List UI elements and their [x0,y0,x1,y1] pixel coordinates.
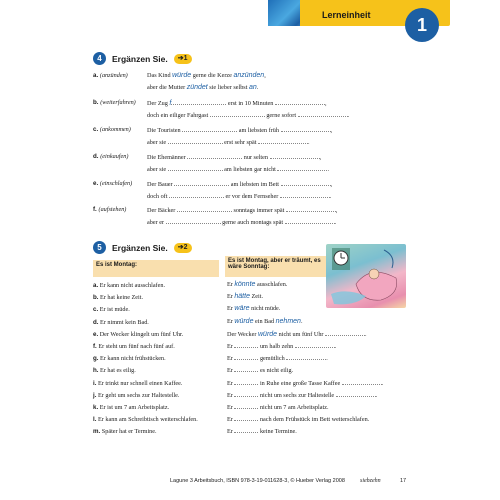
sentence-text: sie lieber selbst [209,84,248,91]
sentence-text: Er [227,317,233,325]
sentence-text: . [334,219,337,226]
item-letter: b. [93,294,99,302]
sentence-text: nach dem Frühstück im Bett weiterschlafen. [259,416,370,424]
sentence-text: Die Ehemänner [147,154,186,161]
sentence-text: Er ist müde. [99,306,130,314]
handwritten-answer: f [169,100,172,107]
sentence-text: nur selten [243,154,268,161]
sentence-text: ausschlafen. [256,281,288,288]
sentence-text: Er geht um sechs zur Haltestelle. [98,391,180,399]
answer-blank[interactable] [234,366,258,372]
answer-blank[interactable] [187,153,242,159]
answer-blank[interactable] [286,354,328,363]
sentence-text: aber sie [147,139,167,146]
section-4-title: Ergänzen Sie. [112,53,168,64]
verb-hint: (aufstehen) [98,206,127,213]
sentence-text: . [300,317,303,325]
handwritten-answer: würde [234,317,254,325]
item-letter: m. [93,428,101,436]
sentence-text: erst sehr spät [224,139,257,146]
exercise-4-key [93,206,126,213]
answer-blank[interactable] [336,391,376,397]
sentence-text: , [264,72,266,79]
sentence-text: Er [227,293,233,301]
sentence-text: . [347,112,350,119]
exercise-4-line-2 [147,138,310,146]
sentence-text: gerne sofort [266,112,297,119]
exercise-4-key [93,126,131,133]
verb-hint: (anzünden) [99,72,128,79]
right-column-header [225,256,327,277]
exercise-4-key [93,180,132,187]
present-sentence [93,331,183,338]
item-letter: f. [93,343,97,350]
sentence-text: Er [227,355,233,363]
present-sentence [93,306,130,313]
answer-blank[interactable] [234,427,258,433]
present-sentence [93,380,182,387]
exercise-4-line-2 [147,165,329,173]
sentence-text: am liebsten gar nicht [224,166,276,173]
item-letter: a. [93,72,99,79]
sentence-text: nicht müde. [251,305,281,313]
sentence-text: Der Wecker klingelt um fünf Uhr. [99,330,184,338]
item-letter: i. [93,379,97,387]
section-4-number: 4 [93,52,106,65]
answer-blank[interactable] [295,342,335,348]
sentence-text: Er kann am Schreibtisch weiterschlafen. [98,416,198,424]
item-letter: h. [93,367,99,375]
right-column-header-text: Es ist Montag, aber er träumt, es wäre Sonntag: [228,258,321,270]
answer-blank[interactable] [174,180,229,186]
answer-blank[interactable] [177,206,232,212]
exercise-4-key [93,99,136,106]
answer-blank[interactable] [169,192,224,198]
answer-blank[interactable] [234,379,258,385]
item-letter: c. [93,306,99,314]
present-sentence [93,392,179,399]
verb-hint: (einschlafen) [99,180,133,187]
unit-title: Lerneinheit [322,10,371,20]
sentence-text: . [326,355,328,363]
sentence-text: Die Touristen [147,127,181,134]
exercise-4-line-2 [147,111,349,119]
exercise-4-line-2 [147,192,331,200]
answer-blank[interactable] [168,165,223,171]
sentence-text: Er [227,367,233,375]
item-letter: c. [93,126,99,133]
sentence-text: Er [227,281,233,288]
sentence-text: Der Bäcker [147,207,176,214]
page-number: 17 [400,478,407,484]
present-sentence [93,282,165,289]
dream-sentence [227,318,302,325]
sentence-text: Er steht um fünf nach fünf auf. [98,343,175,350]
answer-blank[interactable] [342,379,382,385]
answer-blank[interactable] [234,391,258,397]
exercise-4-key [93,153,128,160]
dream-sentence [227,403,329,411]
answer-blank[interactable] [277,165,327,171]
dream-sentence [227,305,280,312]
sentence-text: um halb zehn [259,343,294,350]
answer-blank[interactable] [325,330,365,336]
item-letter: l. [93,416,97,424]
section-5-title: Ergänzen Sie. [112,242,168,253]
sentence-text: aber die Mutter [147,84,186,91]
item-letter: g. [93,355,99,363]
verb-hint: (weiterfahren) [100,99,136,106]
dream-sentence [227,415,369,423]
section-5-reference: ➔2 [174,243,192,253]
exercise-4-line-1 [147,206,337,214]
answer-blank[interactable] [275,99,325,105]
sentence-text: Er trinkt nur schnell einen Kaffee. [98,379,183,387]
exercise-4-line-1 [147,153,321,161]
answer-blank[interactable] [281,126,331,132]
sentence-text: nicht um sechs zur Haltestelle [259,391,335,399]
sentence-text: Er [227,391,233,399]
answer-blank[interactable] [234,354,258,360]
handwritten-answer: könnte [234,281,256,288]
exercise-4-key [93,72,128,79]
answer-blank[interactable] [234,342,258,348]
sentence-text: . [375,391,378,399]
sentence-text: erst in 10 Minuten [227,100,274,107]
sentence-text: , [335,207,338,214]
dream-sentence [227,281,287,288]
sentence-text: Er kann nicht frühstücken. [100,355,166,363]
sentence-text: . [256,84,259,91]
item-letter: j. [93,391,97,399]
sentence-text: Er [227,416,233,424]
sentence-text: Das Kind [147,72,171,79]
item-letter: a. [93,282,99,289]
answer-blank[interactable] [280,192,330,198]
answer-blank[interactable] [258,138,308,144]
sentence-text: keine Termine. [259,428,297,436]
page-word: siebzehn [360,478,381,484]
sentence-text: . [334,343,337,350]
answer-blank[interactable] [210,111,265,117]
handwritten-answer: würde [172,72,192,79]
sentence-text: Er [227,379,233,387]
sentence-text: doch ein eiliger Fahrgast [147,112,209,119]
exercise-4-line-1 [147,126,332,134]
answer-blank[interactable] [234,415,258,421]
exercise-4-line-2 [147,84,258,91]
section-5-heading [93,241,192,254]
dream-sentence [227,379,383,387]
handwritten-answer: hätte [234,293,250,301]
handwritten-answer: wäre [234,305,250,313]
sentence-text: aber sie [147,166,167,173]
item-letter: f. [93,206,97,213]
verb-hint: (ankommen) [99,126,131,133]
sentence-text: Der Wecker [227,330,257,338]
item-letter: k. [93,404,99,411]
present-sentence [93,428,157,435]
sentence-text: Später hat er Termine. [101,428,157,436]
sentence-text: Zeit. [251,293,264,301]
answer-blank[interactable] [171,99,226,105]
unit-number-badge: 1 [405,8,439,42]
handwritten-answer: anzünden [233,72,265,79]
sentence-text: nicht um 7 am Arbeitsplatz. [259,404,329,411]
sentence-text: Er [227,305,233,313]
answer-blank[interactable] [182,126,237,132]
dream-sentence [227,354,328,362]
dreaming-man-illustration [326,244,406,308]
sentence-text: er vor dem Fernseher [225,193,279,200]
answer-blank[interactable] [285,218,335,224]
sentence-text: , [324,100,327,107]
sentence-text: sonntags immer spät [233,207,285,214]
handwritten-answer: nehmen [275,317,301,325]
item-letter: d. [93,153,99,160]
handwritten-answer: an [248,84,257,91]
item-letter: b. [93,99,99,106]
answer-blank[interactable] [298,111,348,117]
sentence-text: Er [227,343,233,350]
present-sentence [93,404,169,411]
present-sentence [93,355,166,362]
footer-citation: Lagune 3 Arbeitsbuch, ISBN 978-3-19-011628-3, © Hueber Verlag 2008 [170,478,345,484]
sentence-text: Er [227,428,233,436]
left-column-header [93,260,219,277]
answer-blank[interactable] [270,153,320,159]
sentence-text: , [330,127,333,134]
item-letter: e. [93,330,99,338]
sentence-text: es nicht eilig. [259,367,294,375]
sentence-text: gerne die Kerze [192,72,232,79]
sentence-text: Er ist um 7 am Arbeitsplatz. [99,404,170,411]
dream-sentence [227,342,336,350]
dream-sentence [227,330,367,338]
section-4-reference: ➔1 [174,54,192,64]
item-letter: e. [93,180,99,187]
sentence-text: nicht um fünf Uhr [278,330,324,338]
sentence-text: . [308,139,310,146]
present-sentence [93,367,136,374]
sentence-text: Er hat keine Zeit. [100,294,143,302]
answer-blank[interactable] [168,138,223,144]
answer-blank[interactable] [281,180,331,186]
present-sentence [93,294,143,301]
exercise-4-line-2 [147,218,336,226]
handwritten-answer: zündet [186,84,208,91]
dream-sentence [227,427,297,435]
sentence-text: . [381,379,384,387]
sentence-text: aber er [147,219,165,226]
sentence-text: . [327,166,329,173]
sentence-text: Der Zug [147,100,168,107]
sentence-text: doch oft [147,193,168,200]
verb-hint: (einkaufen) [100,153,129,160]
item-letter: d. [93,318,99,326]
sentence-text: in Ruhe eine große Tasse Kaffee [259,379,341,387]
exercise-4-line-1 [147,180,332,188]
exercise-4-line-1 [147,99,326,107]
sentence-text: Der Bauer [147,181,173,188]
sentence-text: gerne auch montags spät [222,219,284,226]
sentence-text: Er kann nicht ausschlafen. [99,282,166,289]
section-4-heading [93,52,192,65]
handwritten-answer: würde [258,330,278,338]
present-sentence [93,343,175,350]
answer-blank[interactable] [234,403,258,409]
sentence-text: Er hat es eilig. [100,367,136,375]
section-5-number: 5 [93,241,106,254]
present-sentence [93,416,198,423]
sentence-text: , [330,181,333,188]
answer-blank[interactable] [286,206,336,212]
exercise-4-line-1 [147,72,266,79]
sentence-text: . [329,193,332,200]
sentence-text: am liebsten im Bett [230,181,279,188]
answer-blank[interactable] [166,218,221,224]
left-column-header-text: Es ist Montag: [96,262,138,268]
sentence-text: am liebsten früh [238,127,279,134]
sentence-text: Er nimmt kein Bad. [100,318,149,326]
sentence-text: ein Bad [255,317,275,325]
sentence-text: , [319,154,322,161]
dream-sentence [227,293,263,300]
sentence-text: Er [227,404,233,411]
sentence-text: gemütlich [259,355,285,363]
present-sentence [93,319,149,326]
dream-sentence [227,391,377,399]
dream-sentence [227,366,293,374]
sentence-text: . [365,330,367,338]
